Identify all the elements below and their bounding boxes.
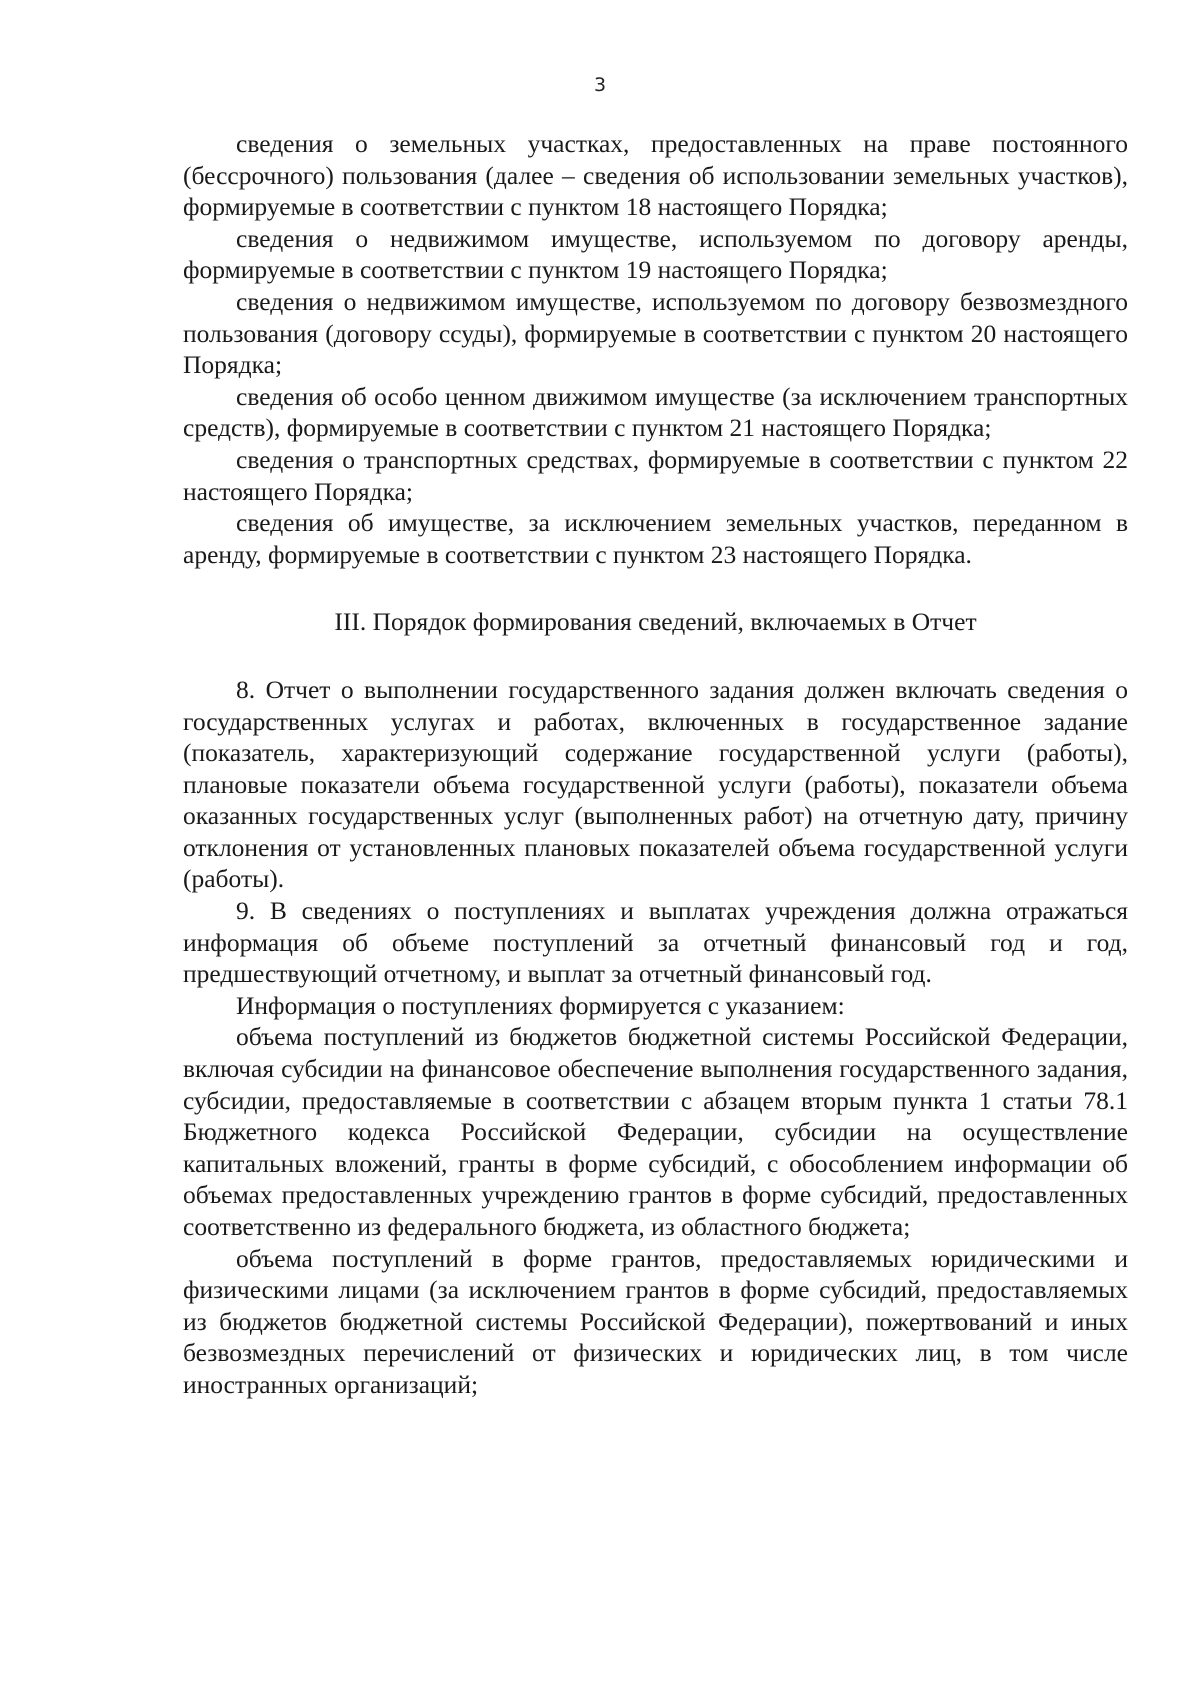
- paragraph-item-8: 8. Отчет о выполнении государственного задания должен включать сведения о государственных услугах и работах, включенных в государственное задание (показатель, характеризующий содержание государственной услуги (работы), плановые показатели объема государственной услуги (работы), показатели объема оказанных государственных услуг (выполненных работ) на отчетную дату, причину отклонения от установленных плановых показателей объема государственной услуги (работы).: [183, 674, 1128, 894]
- paragraph-free-use-property: сведения о недвижимом имуществе, используемом по договору безвозмездного пользования (договору ссуды), формируемые в соответствии с пунктом 20 настоящего Порядка;: [183, 286, 1128, 380]
- paragraph-valuable-movable: сведения об особо ценном движимом имуществе (за исключением транспортных средств), формируемые в соответствии с пунктом 21 настоящего Порядка;: [183, 381, 1128, 443]
- document-body: [183, 128, 1128, 1401]
- paragraph-leased-out-property: сведения об имуществе, за исключением земельных участков, переданном в аренду, формируемые в соответствии с пунктом 23 настоящего Порядка.: [183, 508, 1128, 569]
- section-heading: III. Порядок формирования сведений, включаемых в Отчет: [334, 607, 977, 637]
- paragraph-budget-receipts: объема поступлений из бюджетов бюджетной системы Российской Федерации, включая субсидии на финансовое обеспечение выполнения государственного задания, субсидии, предоставляемые в соответствии с абзацем вторым пункта 1 статьи 78.1 Бюджетного кодекса Российской Федерации, субсидии на осуществление капитальных вложений, гранты в форме субсидий, с обособлением информации об объемах предоставленных учреждению грантов в форме субсидий, предоставленных соответственно из федерального бюджета, из областного бюджета;: [183, 1022, 1128, 1241]
- paragraph-vehicles: сведения о транспортных средствах, формируемые в соответствии с пунктом 22 настоящего Порядка;: [183, 444, 1128, 506]
- paragraph-item-9: 9. В сведениях о поступлениях и выплатах учреждения должна отражаться информация об объеме поступлений за отчетный финансовый год и год, предшествующий отчетному, и выплат за отчетный финансовый год.: [183, 896, 1128, 989]
- paragraph-lease-property: сведения о недвижимом имуществе, используемом по договору аренды, формируемые в соответствии с пунктом 19 настоящего Порядка;: [183, 223, 1128, 285]
- paragraph-receipts-intro: Информация о поступлениях формируется с указанием:: [236, 990, 845, 1020]
- paragraph-land-plots: сведения о земельных участках, предоставленных на праве постоянного (бессрочного) пользования (далее – сведения об использовании земельных участков), формируемые в соответствии с пунктом 18 настоящего Порядка;: [183, 129, 1128, 222]
- paragraph-grant-receipts: объема поступлений в форме грантов, предоставляемых юридическими и физическими лицами (за исключением грантов в форме субсидий, предоставляемых из бюджетов бюджетной системы Российской Федерации), пожертвований и иных безвозмездных перечислений от физических и юридических лиц, в том числе иностранных организаций;: [183, 1243, 1128, 1399]
- page-number: 3: [593, 74, 607, 96]
